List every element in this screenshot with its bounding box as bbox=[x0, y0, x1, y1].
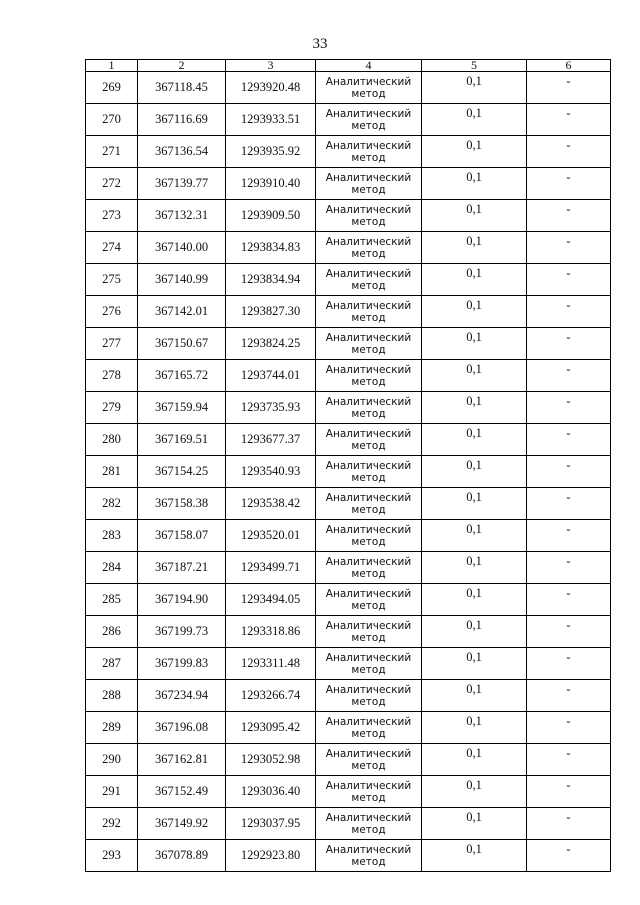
point-number-cell: 281 bbox=[86, 456, 138, 488]
y-coordinate-cell: 1293933.51 bbox=[226, 104, 316, 136]
x-coordinate-cell: 367154.25 bbox=[138, 456, 226, 488]
y-coordinate-cell: 1293834.94 bbox=[226, 264, 316, 296]
method-cell: Аналитический метод bbox=[316, 360, 422, 392]
x-coordinate-cell: 367132.31 bbox=[138, 200, 226, 232]
accuracy-cell: 0,1 bbox=[422, 648, 527, 680]
method-cell: Аналитический метод bbox=[316, 776, 422, 808]
point-number-cell: 272 bbox=[86, 168, 138, 200]
method-cell: Аналитический метод bbox=[316, 584, 422, 616]
note-cell: - bbox=[527, 264, 611, 296]
table-row bbox=[86, 328, 611, 360]
method-cell: Аналитический метод bbox=[316, 712, 422, 744]
y-coordinate-cell: 1293744.01 bbox=[226, 360, 316, 392]
method-cell: Аналитический метод bbox=[316, 520, 422, 552]
x-coordinate-cell: 367194.90 bbox=[138, 584, 226, 616]
point-number-cell: 278 bbox=[86, 360, 138, 392]
table-row bbox=[86, 200, 611, 232]
table-row bbox=[86, 840, 611, 872]
note-cell: - bbox=[527, 648, 611, 680]
note-cell: - bbox=[527, 744, 611, 776]
point-number-cell: 285 bbox=[86, 584, 138, 616]
method-cell: Аналитический метод bbox=[316, 104, 422, 136]
y-coordinate-cell: 1293910.40 bbox=[226, 168, 316, 200]
point-number-cell: 279 bbox=[86, 392, 138, 424]
table-row bbox=[86, 488, 611, 520]
method-cell: Аналитический метод bbox=[316, 392, 422, 424]
x-coordinate-cell: 367165.72 bbox=[138, 360, 226, 392]
point-number-cell: 273 bbox=[86, 200, 138, 232]
point-number-cell: 290 bbox=[86, 744, 138, 776]
table-row bbox=[86, 136, 611, 168]
point-number-cell: 293 bbox=[86, 840, 138, 872]
table-row bbox=[86, 552, 611, 584]
note-cell: - bbox=[527, 392, 611, 424]
point-number-cell: 291 bbox=[86, 776, 138, 808]
x-coordinate-cell: 367199.83 bbox=[138, 648, 226, 680]
table-row bbox=[86, 744, 611, 776]
accuracy-cell: 0,1 bbox=[422, 296, 527, 328]
accuracy-cell: 0,1 bbox=[422, 328, 527, 360]
note-cell: - bbox=[527, 808, 611, 840]
column-header: 3 bbox=[226, 60, 316, 72]
method-cell: Аналитический метод bbox=[316, 264, 422, 296]
note-cell: - bbox=[527, 776, 611, 808]
point-number-cell: 286 bbox=[86, 616, 138, 648]
note-cell: - bbox=[527, 840, 611, 872]
point-number-cell: 269 bbox=[86, 72, 138, 104]
point-number-cell: 274 bbox=[86, 232, 138, 264]
y-coordinate-cell: 1293735.93 bbox=[226, 392, 316, 424]
y-coordinate-cell: 1293095.42 bbox=[226, 712, 316, 744]
point-number-cell: 275 bbox=[86, 264, 138, 296]
accuracy-cell: 0,1 bbox=[422, 584, 527, 616]
y-coordinate-cell: 1293677.37 bbox=[226, 424, 316, 456]
point-number-cell: 289 bbox=[86, 712, 138, 744]
y-coordinate-cell: 1293037.95 bbox=[226, 808, 316, 840]
y-coordinate-cell: 1293920.48 bbox=[226, 72, 316, 104]
accuracy-cell: 0,1 bbox=[422, 840, 527, 872]
method-cell: Аналитический метод bbox=[316, 200, 422, 232]
accuracy-cell: 0,1 bbox=[422, 744, 527, 776]
y-coordinate-cell: 1293935.92 bbox=[226, 136, 316, 168]
y-coordinate-cell: 1292923.80 bbox=[226, 840, 316, 872]
x-coordinate-cell: 367187.21 bbox=[138, 552, 226, 584]
x-coordinate-cell: 367234.94 bbox=[138, 680, 226, 712]
accuracy-cell: 0,1 bbox=[422, 136, 527, 168]
y-coordinate-cell: 1293052.98 bbox=[226, 744, 316, 776]
y-coordinate-cell: 1293494.05 bbox=[226, 584, 316, 616]
x-coordinate-cell: 367162.81 bbox=[138, 744, 226, 776]
note-cell: - bbox=[527, 680, 611, 712]
table-row bbox=[86, 808, 611, 840]
accuracy-cell: 0,1 bbox=[422, 264, 527, 296]
table-row bbox=[86, 296, 611, 328]
method-cell: Аналитический метод bbox=[316, 456, 422, 488]
note-cell: - bbox=[527, 200, 611, 232]
accuracy-cell: 0,1 bbox=[422, 680, 527, 712]
table-row bbox=[86, 584, 611, 616]
method-cell: Аналитический метод bbox=[316, 808, 422, 840]
column-header: 5 bbox=[422, 60, 527, 72]
point-number-cell: 288 bbox=[86, 680, 138, 712]
page-number: 33 bbox=[312, 36, 328, 52]
note-cell: - bbox=[527, 232, 611, 264]
point-number-cell: 283 bbox=[86, 520, 138, 552]
accuracy-cell: 0,1 bbox=[422, 616, 527, 648]
y-coordinate-cell: 1293318.86 bbox=[226, 616, 316, 648]
table-row bbox=[86, 104, 611, 136]
column-header: 2 bbox=[138, 60, 226, 72]
point-number-cell: 271 bbox=[86, 136, 138, 168]
x-coordinate-cell: 367196.08 bbox=[138, 712, 226, 744]
x-coordinate-cell: 367140.99 bbox=[138, 264, 226, 296]
point-number-cell: 292 bbox=[86, 808, 138, 840]
table-row bbox=[86, 648, 611, 680]
table-row bbox=[86, 616, 611, 648]
accuracy-cell: 0,1 bbox=[422, 808, 527, 840]
point-number-cell: 280 bbox=[86, 424, 138, 456]
x-coordinate-cell: 367150.67 bbox=[138, 328, 226, 360]
method-cell: Аналитический метод bbox=[316, 840, 422, 872]
note-cell: - bbox=[527, 712, 611, 744]
column-header: 6 bbox=[527, 60, 611, 72]
y-coordinate-cell: 1293538.42 bbox=[226, 488, 316, 520]
note-cell: - bbox=[527, 616, 611, 648]
accuracy-cell: 0,1 bbox=[422, 200, 527, 232]
note-cell: - bbox=[527, 584, 611, 616]
accuracy-cell: 0,1 bbox=[422, 424, 527, 456]
method-cell: Аналитический метод bbox=[316, 744, 422, 776]
y-coordinate-cell: 1293827.30 bbox=[226, 296, 316, 328]
point-number-cell: 282 bbox=[86, 488, 138, 520]
x-coordinate-cell: 367142.01 bbox=[138, 296, 226, 328]
note-cell: - bbox=[527, 456, 611, 488]
x-coordinate-cell: 367158.07 bbox=[138, 520, 226, 552]
method-cell: Аналитический метод bbox=[316, 328, 422, 360]
accuracy-cell: 0,1 bbox=[422, 392, 527, 424]
x-coordinate-cell: 367140.00 bbox=[138, 232, 226, 264]
accuracy-cell: 0,1 bbox=[422, 72, 527, 104]
method-cell: Аналитический метод bbox=[316, 232, 422, 264]
note-cell: - bbox=[527, 424, 611, 456]
table-row bbox=[86, 680, 611, 712]
note-cell: - bbox=[527, 72, 611, 104]
coordinates-table bbox=[85, 59, 611, 872]
method-cell: Аналитический метод bbox=[316, 648, 422, 680]
table-row bbox=[86, 72, 611, 104]
point-number-cell: 276 bbox=[86, 296, 138, 328]
accuracy-cell: 0,1 bbox=[422, 232, 527, 264]
method-cell: Аналитический метод bbox=[316, 168, 422, 200]
point-number-cell: 270 bbox=[86, 104, 138, 136]
table-row bbox=[86, 424, 611, 456]
accuracy-cell: 0,1 bbox=[422, 456, 527, 488]
note-cell: - bbox=[527, 552, 611, 584]
x-coordinate-cell: 367136.54 bbox=[138, 136, 226, 168]
note-cell: - bbox=[527, 520, 611, 552]
y-coordinate-cell: 1293824.25 bbox=[226, 328, 316, 360]
x-coordinate-cell: 367118.45 bbox=[138, 72, 226, 104]
table-row bbox=[86, 232, 611, 264]
accuracy-cell: 0,1 bbox=[422, 776, 527, 808]
note-cell: - bbox=[527, 136, 611, 168]
x-coordinate-cell: 367139.77 bbox=[138, 168, 226, 200]
method-cell: Аналитический метод bbox=[316, 552, 422, 584]
note-cell: - bbox=[527, 328, 611, 360]
table-row bbox=[86, 712, 611, 744]
y-coordinate-cell: 1293540.93 bbox=[226, 456, 316, 488]
method-cell: Аналитический метод bbox=[316, 680, 422, 712]
y-coordinate-cell: 1293909.50 bbox=[226, 200, 316, 232]
x-coordinate-cell: 367116.69 bbox=[138, 104, 226, 136]
y-coordinate-cell: 1293834.83 bbox=[226, 232, 316, 264]
method-cell: Аналитический метод bbox=[316, 424, 422, 456]
column-header: 4 bbox=[316, 60, 422, 72]
column-header: 1 bbox=[86, 60, 138, 72]
accuracy-cell: 0,1 bbox=[422, 360, 527, 392]
x-coordinate-cell: 367169.51 bbox=[138, 424, 226, 456]
accuracy-cell: 0,1 bbox=[422, 488, 527, 520]
note-cell: - bbox=[527, 488, 611, 520]
table-row bbox=[86, 456, 611, 488]
table-row bbox=[86, 392, 611, 424]
x-coordinate-cell: 367078.89 bbox=[138, 840, 226, 872]
note-cell: - bbox=[527, 296, 611, 328]
accuracy-cell: 0,1 bbox=[422, 168, 527, 200]
method-cell: Аналитический метод bbox=[316, 616, 422, 648]
accuracy-cell: 0,1 bbox=[422, 712, 527, 744]
y-coordinate-cell: 1293520.01 bbox=[226, 520, 316, 552]
y-coordinate-cell: 1293036.40 bbox=[226, 776, 316, 808]
note-cell: - bbox=[527, 104, 611, 136]
table-row bbox=[86, 776, 611, 808]
method-cell: Аналитический метод bbox=[316, 296, 422, 328]
method-cell: Аналитический метод bbox=[316, 488, 422, 520]
x-coordinate-cell: 367149.92 bbox=[138, 808, 226, 840]
accuracy-cell: 0,1 bbox=[422, 552, 527, 584]
y-coordinate-cell: 1293266.74 bbox=[226, 680, 316, 712]
point-number-cell: 284 bbox=[86, 552, 138, 584]
accuracy-cell: 0,1 bbox=[422, 520, 527, 552]
x-coordinate-cell: 367152.49 bbox=[138, 776, 226, 808]
method-cell: Аналитический метод bbox=[316, 72, 422, 104]
table-header-row bbox=[86, 60, 611, 72]
y-coordinate-cell: 1293499.71 bbox=[226, 552, 316, 584]
point-number-cell: 287 bbox=[86, 648, 138, 680]
note-cell: - bbox=[527, 168, 611, 200]
x-coordinate-cell: 367199.73 bbox=[138, 616, 226, 648]
table-row bbox=[86, 168, 611, 200]
point-number-cell: 277 bbox=[86, 328, 138, 360]
note-cell: - bbox=[527, 360, 611, 392]
x-coordinate-cell: 367158.38 bbox=[138, 488, 226, 520]
y-coordinate-cell: 1293311.48 bbox=[226, 648, 316, 680]
table-row bbox=[86, 264, 611, 296]
method-cell: Аналитический метод bbox=[316, 136, 422, 168]
accuracy-cell: 0,1 bbox=[422, 104, 527, 136]
table-row bbox=[86, 520, 611, 552]
x-coordinate-cell: 367159.94 bbox=[138, 392, 226, 424]
table-row bbox=[86, 360, 611, 392]
